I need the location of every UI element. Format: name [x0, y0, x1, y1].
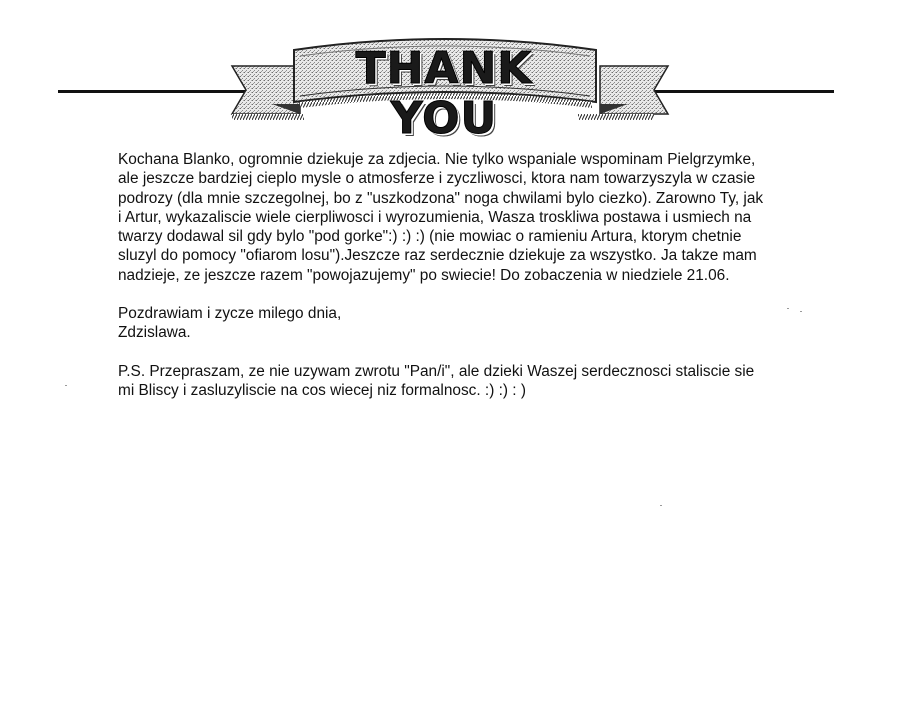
letter-closing: [118, 304, 788, 343]
signature-name: Zdzislawa.: [118, 324, 191, 342]
scan-speck: [660, 505, 662, 506]
body-line: Kochana Blanko, ogromnie dziekuje za zdjecia. Nie tylko wspaniale wspominam Pielgrzymke,: [118, 151, 756, 168]
postscript-line: P.S. Przepraszam, ze nie uzywam zwrotu "Pan/i", ale dzieki Waszej serdecznosci staliscie sie: [118, 362, 755, 380]
body-line: sluzyl do pomocy "ofiarom losu").Jeszcze raz serdecznie dziekuje za wszystko. Ja takze mam: [118, 247, 757, 265]
postscript-line: mi Bliscy i zasluzyliscie na cos wiecej niz formalnosc. :) :) : ): [118, 381, 526, 399]
body-line: nadzieje, ze jeszcze razem "powojazujemy" po swiecie! Do zobaczenia w niedziele 21.06.: [118, 266, 730, 284]
scan-speck: [787, 308, 789, 309]
thank-you-banner: [0, 0, 900, 144]
letter-content: [118, 150, 788, 400]
left-rule: [58, 90, 254, 93]
body-line: twarzy dodawal sil gdy bylo "pod gorke":) :) :) (nie mowiac o ramieniu Artura, ktorym chetnie: [118, 228, 742, 246]
letter-postscript: [118, 362, 788, 401]
letter-body-paragraph: [118, 150, 788, 285]
body-line: podrozy (dla mnie szczegolnej, bo z "uszkodzona" noga chwilami bylo ciezko). Zarowno Ty, jak: [118, 189, 764, 207]
body-line: ale jeszcze bardziej cieplo mysle o atmosferze i zyczliwosci, ktora nam towarzyszyla w czasie: [118, 170, 756, 188]
right-rule: [646, 90, 834, 93]
thank-you-title: THANK YOU: [355, 43, 533, 144]
scan-speck: [800, 311, 802, 312]
body-line: i Artur, wykazaliscie wiele cierpliwosci i wyrozumienia, Wasza troskliwa postawa i usmiech na: [118, 208, 752, 226]
closing-greeting: Pozdrawiam i zycze milego dnia,: [118, 305, 342, 323]
scan-speck: [65, 385, 67, 386]
